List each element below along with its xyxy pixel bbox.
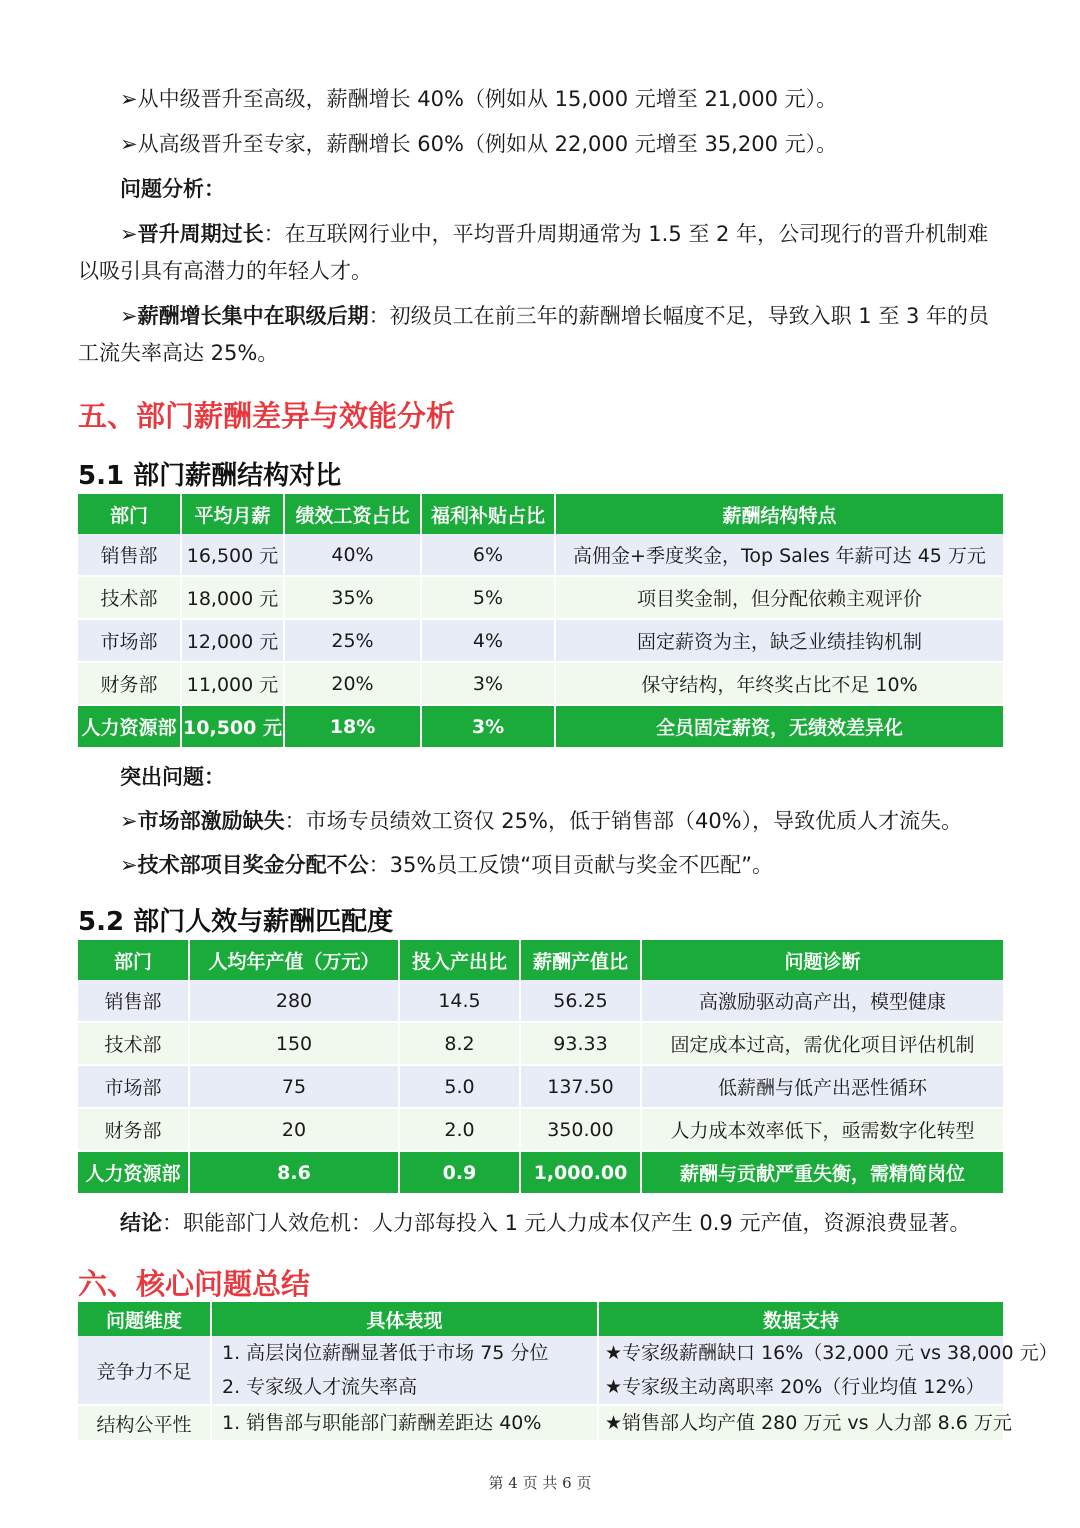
table-cell: 18% bbox=[284, 705, 421, 748]
table-cell: 3% bbox=[421, 662, 555, 705]
table-header-cell: 福利补贴占比 bbox=[421, 494, 555, 534]
table-row bbox=[78, 619, 1004, 662]
section-5-2-title: 5.2 部门人效与薪酬匹配度 bbox=[78, 907, 394, 937]
table-header-cell: 部门 bbox=[78, 494, 181, 534]
analysis-item-1-text: ：在互联网行业中，平均晋升周期通常为 1.5 至 2 年，公司现行的晋升机制难以吸引具有高潜力的年轻人才。 bbox=[78, 222, 989, 283]
table-header-cell: 问题诊断 bbox=[641, 940, 1004, 980]
dept-salary-structure-table bbox=[78, 494, 1005, 749]
page-footer: 第 4 页 共 6 页 bbox=[488, 1474, 592, 1492]
bullet-promotion-mid-senior: ➢从中级晋升至高级，薪酬增长 40%（例如从 15,000 元增至 21,000 元）。 bbox=[120, 87, 838, 111]
table-cell: 4% bbox=[421, 619, 555, 662]
table-cell: 93.33 bbox=[520, 1022, 641, 1065]
table-row-highlight bbox=[78, 705, 1004, 748]
table-header-cell: 具体表现 bbox=[211, 1302, 598, 1336]
table-row bbox=[78, 576, 1004, 619]
conclusion-label: 结论 bbox=[120, 1211, 162, 1235]
table-cell: 16,500 元 bbox=[181, 534, 284, 576]
table-cell-details bbox=[211, 1336, 598, 1405]
table-cell: 销售部 bbox=[78, 980, 189, 1022]
table-cell: 8.6 bbox=[189, 1151, 399, 1194]
table-row bbox=[78, 662, 1004, 705]
table-cell-evidence bbox=[598, 1336, 1058, 1405]
table-cell: 人力成本效率低下，亟需数字化转型 bbox=[641, 1108, 1004, 1151]
table-cell: 销售部 bbox=[78, 534, 181, 576]
bullet-promotion-senior-expert: ➢从高级晋升至专家，薪酬增长 60%（例如从 22,000 元增至 35,200 元）。 bbox=[120, 132, 838, 156]
core-issue-summary-table bbox=[78, 1302, 1058, 1442]
table-cell: 保守结构，年终奖占比不足 10% bbox=[555, 662, 1004, 705]
table-row bbox=[78, 1336, 1004, 1405]
table-row bbox=[78, 1108, 1004, 1151]
issues-heading: 突出问题： bbox=[120, 765, 225, 789]
table-header-row bbox=[78, 494, 1004, 534]
table-cell: 低薪酬与低产出恶性循环 bbox=[641, 1065, 1004, 1108]
section-5-1-title: 5.1 部门薪酬结构对比 bbox=[78, 461, 342, 491]
issue-1-text: ：市场专员绩效工资仅 25%，低于销售部（40%），导致优质人才流失。 bbox=[284, 809, 963, 833]
table-cell: 20% bbox=[284, 662, 421, 705]
detail-line: 1. 销售部与职能部门薪酬差距达 40% bbox=[222, 1412, 542, 1434]
table-cell: 35% bbox=[284, 576, 421, 619]
dept-efficiency-table bbox=[78, 940, 1005, 1195]
table-cell: 0.9 bbox=[399, 1151, 520, 1194]
table-row bbox=[78, 1022, 1004, 1065]
table-cell: 6% bbox=[421, 534, 555, 576]
table-cell: 5% bbox=[421, 576, 555, 619]
table-header-cell: 投入产出比 bbox=[399, 940, 520, 980]
detail-line: 1. 高层岗位薪酬显著低于市场 75 分位 bbox=[222, 1342, 549, 1364]
issue-2-title: ➢技术部项目奖金分配不公 bbox=[120, 853, 369, 877]
table-cell: 薪酬与贡献严重失衡，需精简岗位 bbox=[641, 1151, 1004, 1194]
table-header-cell: 人均年产值（万元） bbox=[189, 940, 399, 980]
table-cell-evidence bbox=[598, 1405, 1012, 1441]
evidence-line: ★专家级主动离职率 20%（行业均值 12%） bbox=[605, 1376, 985, 1398]
table-cell: 市场部 bbox=[78, 1065, 189, 1108]
section-6-title: 六、核心问题总结 bbox=[78, 1267, 311, 1301]
table-header-row bbox=[78, 1302, 1004, 1336]
table-row bbox=[78, 1405, 1004, 1441]
table-header-cell: 平均月薪 bbox=[181, 494, 284, 534]
table-cell-details bbox=[211, 1405, 598, 1441]
table-cell: 人力资源部 bbox=[78, 705, 181, 748]
table-cell: 项目奖金制，但分配依赖主观评价 bbox=[555, 576, 1004, 619]
table-cell: 12,000 元 bbox=[181, 619, 284, 662]
table-cell: 25% bbox=[284, 619, 421, 662]
table-cell-dimension: 竞争力不足 bbox=[78, 1336, 211, 1405]
table-cell: 财务部 bbox=[78, 1108, 189, 1151]
analysis-item-2 bbox=[78, 298, 1004, 372]
table-row-highlight bbox=[78, 1151, 1004, 1194]
table-cell: 5.0 bbox=[399, 1065, 520, 1108]
table-cell: 8.2 bbox=[399, 1022, 520, 1065]
analysis-item-1-title: ➢晋升周期过长 bbox=[120, 222, 264, 246]
table-cell: 市场部 bbox=[78, 619, 181, 662]
table-row bbox=[78, 980, 1004, 1022]
table-cell: 技术部 bbox=[78, 1022, 189, 1065]
table-cell: 10,500 元 bbox=[181, 705, 284, 748]
conclusion-text: ：职能部门人效危机：人力部每投入 1 元人力成本仅产生 0.9 元产值，资源浪费显著。 bbox=[162, 1211, 971, 1235]
table-cell: 1,000.00 bbox=[520, 1151, 641, 1194]
table-row bbox=[78, 534, 1004, 576]
table-cell-dimension: 结构公平性 bbox=[78, 1405, 211, 1441]
table-cell: 固定成本过高，需优化项目评估机制 bbox=[641, 1022, 1004, 1065]
table-header-cell: 部门 bbox=[78, 940, 189, 980]
table-cell: 2.0 bbox=[399, 1108, 520, 1151]
table-header-cell: 薪酬产值比 bbox=[520, 940, 641, 980]
table-cell: 全员固定薪资，无绩效差异化 bbox=[555, 705, 1004, 748]
table-cell: 11,000 元 bbox=[181, 662, 284, 705]
section-5-title: 五、部门薪酬差异与效能分析 bbox=[78, 399, 456, 433]
evidence-line: ★专家级薪酬缺口 16%（32,000 元 vs 38,000 元） bbox=[605, 1342, 1058, 1364]
issue-2 bbox=[120, 848, 773, 882]
conclusion bbox=[120, 1206, 970, 1240]
table-cell: 56.25 bbox=[520, 980, 641, 1022]
table-cell: 150 bbox=[189, 1022, 399, 1065]
table-header-row bbox=[78, 940, 1004, 980]
table-cell: 40% bbox=[284, 534, 421, 576]
table-cell: 18,000 元 bbox=[181, 576, 284, 619]
table-cell: 137.50 bbox=[520, 1065, 641, 1108]
evidence-line: ★销售部人均产值 280 万元 vs 人力部 8.6 万元 bbox=[605, 1412, 1012, 1434]
issue-1-title: ➢市场部激励缺失 bbox=[120, 809, 285, 833]
table-cell: 75 bbox=[189, 1065, 399, 1108]
table-cell: 20 bbox=[189, 1108, 399, 1151]
table-header-cell: 数据支持 bbox=[598, 1302, 1004, 1336]
issue-2-text: ：35%员工反馈“项目贡献与奖金不匹配”。 bbox=[368, 853, 774, 877]
table-cell: 人力资源部 bbox=[78, 1151, 189, 1194]
table-header-cell: 问题维度 bbox=[78, 1302, 211, 1336]
table-cell: 财务部 bbox=[78, 662, 181, 705]
table-header-cell: 薪酬结构特点 bbox=[555, 494, 1004, 534]
detail-line: 2. 专家级人才流失率高 bbox=[222, 1376, 418, 1398]
table-cell: 技术部 bbox=[78, 576, 181, 619]
table-cell: 高激励驱动高产出，模型健康 bbox=[641, 980, 1004, 1022]
table-cell: 280 bbox=[189, 980, 399, 1022]
table-cell: 14.5 bbox=[399, 980, 520, 1022]
analysis-item-1 bbox=[78, 216, 1004, 290]
table-cell: 高佣金+季度奖金，Top Sales 年薪可达 45 万元 bbox=[555, 534, 1004, 576]
analysis-item-2-title: ➢薪酬增长集中在职级后期 bbox=[120, 304, 369, 328]
analysis-heading: 问题分析： bbox=[120, 177, 225, 201]
table-header-cell: 绩效工资占比 bbox=[284, 494, 421, 534]
analysis-item-2-text: ：初级员工在前三年的薪酬增长幅度不足，导致入职 1 至 3 年的员工流失率高达 25%。 bbox=[78, 304, 990, 365]
issue-1 bbox=[120, 804, 962, 838]
table-row bbox=[78, 1065, 1004, 1108]
table-cell: 3% bbox=[421, 705, 555, 748]
table-cell: 固定薪资为主，缺乏业绩挂钩机制 bbox=[555, 619, 1004, 662]
table-cell: 350.00 bbox=[520, 1108, 641, 1151]
